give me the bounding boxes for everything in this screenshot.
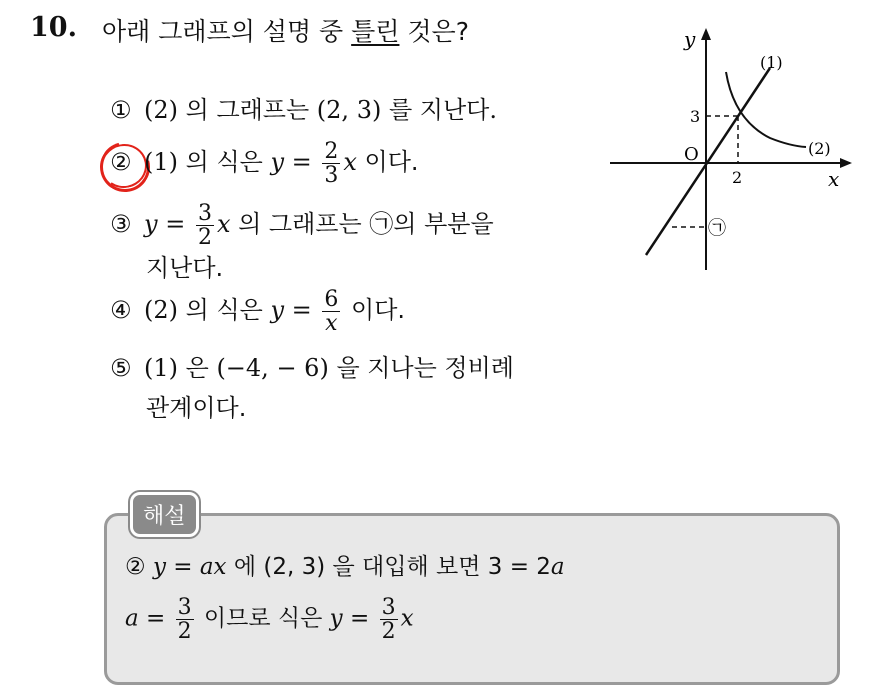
choice-1-text: (2) 의 그래프는 (2, 3) 를 지난다. bbox=[144, 96, 497, 124]
choice-5-number: ⑤ bbox=[110, 354, 132, 382]
choice-2-var: x bbox=[343, 148, 357, 177]
solution-line1-text: 에 (2, 3) 을 대입해 보면 3 = 2 bbox=[226, 554, 551, 580]
choice-3-line2: 지난다. bbox=[146, 254, 224, 282]
solution-line2-eq2: = bbox=[342, 605, 377, 632]
choice-2-lhs: y bbox=[270, 148, 284, 177]
x-axis-arrow-icon bbox=[840, 158, 852, 168]
choice-4-frac-num: 6 bbox=[324, 287, 339, 312]
question-number: 10. bbox=[30, 12, 77, 43]
solution-line1-ax: ax bbox=[199, 554, 227, 580]
choice-3-eq: = bbox=[157, 210, 193, 239]
choice-2-frac-den: 3 bbox=[324, 163, 339, 189]
choice-3-post: 의 그래프는 ㉠의 부분을 bbox=[230, 210, 494, 239]
solution-line2-x: x bbox=[400, 605, 414, 632]
solution-line1-eq: = bbox=[165, 554, 200, 580]
choice-4-eq: = bbox=[284, 296, 320, 325]
choice-3[interactable] bbox=[110, 202, 494, 249]
choice-2-fraction bbox=[322, 140, 340, 187]
choice-4-pre: (2) 의 식은 bbox=[144, 296, 271, 325]
solution-line1-a: a bbox=[550, 554, 565, 580]
choice-3-var: x bbox=[216, 210, 231, 239]
solution-line2-a: a bbox=[125, 605, 139, 632]
solution-line-1 bbox=[125, 548, 565, 581]
question-text bbox=[102, 12, 469, 48]
solution-line2-frac2-den: 2 bbox=[381, 619, 396, 645]
choice-2-number: ② bbox=[110, 148, 132, 177]
line-1-label: (1) bbox=[760, 53, 783, 72]
choice-1-number: ① bbox=[110, 96, 132, 124]
question-text-before: 아래 그래프의 설명 중 bbox=[102, 17, 352, 46]
choice-2-post: 이다. bbox=[356, 148, 419, 177]
solution-line2-frac1-num: 3 bbox=[177, 595, 192, 620]
choice-2-frac-num: 2 bbox=[324, 139, 339, 164]
curve-2-label: (2) bbox=[808, 139, 831, 158]
choice-4-number: ④ bbox=[110, 296, 132, 325]
choice-3-frac-num: 3 bbox=[197, 201, 212, 226]
x-axis-label: x bbox=[828, 167, 840, 191]
choice-5-line2: 관계이다. bbox=[146, 394, 247, 422]
tick-x-label: 2 bbox=[732, 168, 743, 187]
question-text-underlined: 틀린 bbox=[351, 17, 400, 46]
solution-line2-frac1-den: 2 bbox=[177, 619, 192, 645]
choice-3-number: ③ bbox=[110, 210, 132, 239]
solution-line2-y: y bbox=[329, 605, 343, 632]
choice-2-eq: = bbox=[284, 148, 320, 177]
choice-5-text: (1) 은 (−4, − 6) 을 지나는 정비례 bbox=[144, 354, 514, 382]
choice-4-fraction bbox=[322, 288, 340, 335]
choice-2-pre: (1) 의 식은 bbox=[144, 148, 271, 177]
region-label: ㉠ bbox=[708, 218, 726, 239]
choice-4-post: 이다. bbox=[343, 296, 406, 325]
choice-3-frac-den: 2 bbox=[197, 225, 212, 251]
question-text-after: 것은? bbox=[399, 17, 469, 46]
solution-line2-fraction-2 bbox=[380, 596, 398, 643]
solution-line2-fraction-1 bbox=[176, 596, 194, 643]
choice-1[interactable] bbox=[110, 92, 497, 128]
solution-line1-num: ② bbox=[125, 554, 146, 580]
tick-y-label: 3 bbox=[690, 107, 701, 126]
solution-tag: 해설 bbox=[130, 492, 199, 537]
choice-3-lhs: y bbox=[144, 210, 158, 239]
solution-line1-y: y bbox=[152, 554, 166, 580]
choice-4-lhs: y bbox=[270, 296, 284, 325]
solution-line2-frac2-num: 3 bbox=[381, 595, 396, 620]
choice-3-fraction bbox=[196, 202, 214, 249]
choice-2[interactable] bbox=[110, 140, 419, 187]
solution-line2-text: 이므로 식은 bbox=[196, 605, 330, 632]
solution-line2-eq1: = bbox=[138, 605, 173, 632]
solution-line-2 bbox=[125, 596, 414, 643]
function-graph bbox=[600, 20, 862, 280]
origin-label: O bbox=[684, 144, 699, 165]
choice-4[interactable] bbox=[110, 288, 405, 335]
y-axis-arrow-icon bbox=[701, 28, 711, 40]
choice-5[interactable] bbox=[110, 350, 514, 386]
choice-4-frac-den: x bbox=[325, 311, 338, 337]
y-axis-label: y bbox=[684, 27, 696, 51]
